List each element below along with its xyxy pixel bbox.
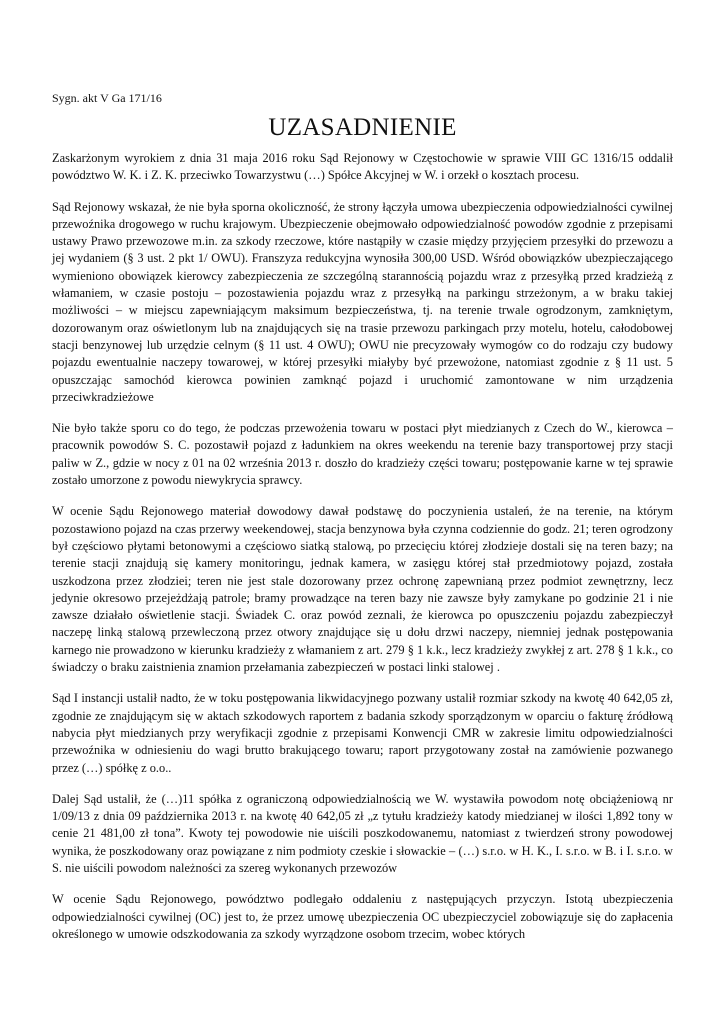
- paragraph: W ocenie Sądu Rejonowego, powództwo podlegało oddaleniu z następujących przyczyn. Istotą ubezpieczenia odpowiedzialności cywilnej (OC) jest to, że przez umowę ubezpieczenia OC ubezpieczyciel zobowiązuje się do zapłacenia określonego w umowie odszkodowania za szkody wyrządzone osobom trzecim, wobec których: [52, 892, 673, 941]
- paragraph: Zaskarżonym wyrokiem z dnia 31 maja 2016 roku Sąd Rejonowy w Częstochowie w sprawie VIII GC 1316/15 oddalił powództwo W. K. i Z. K. przeciwko Towarzystwu (…) Spółce Akcyjnej w W. i orzekł o kosztach procesu.: [52, 151, 673, 183]
- paragraph: W ocenie Sądu Rejonowego materiał dowodowy dawał podstawę do poczynienia ustaleń, że na terenie, na którym pozostawiono pojazd na czas przerwy weekendowej, stacja benzynowa była czynna codziennie do godz. 21; teren ogrodzony był częściowo płytami betonowymi a częściowo siatką stalową, po przecięciu której złodzieje dostali się na teren bazy; na terenie stacji znajdują się kamery monitoringu, jednak kamera, w zasięgu której stał przedmiotowy pojazd, została uszkodzona przez złodziei; teren nie jest stale dozorowany przez ochronę zapewnianą przez podmiot zewnętrzny, lecz jedynie okresowo przejeżdżają patrole; bramy prowadzące na teren bazy nie zawsze były zamykane po godzinie 21 i nie zawsze działało oświetlenie stacji. Świadek C. oraz powód zeznali, że kierowca po opuszczeniu pojazdu zabezpieczył naczepę linką stalową przewleczoną przez otwory znajdujące się u dołu drzwi naczepy, niemniej jednak postępowania karnego nie prowadzono w kierunku kradzieży z włamaniem z art. 279 § 1 k.k., lecz kradzieży zwykłej z art. 278 § 1 k.k., co świadczy o braku zaistnienia znamion przełamania zabezpieczeń w postaci linki stalowej .: [52, 504, 674, 675]
- paragraph: Sąd Rejonowy wskazał, że nie była sporna okoliczność, że strony łączyła umowa ubezpieczenia odpowiedzialności cywilnej przewoźnika drogowego w ruchu krajowym. Ubezpieczenie obejmowało odpowiedzialność powodów zgodnie z przepisami ustawy Prawo przewozowe m.in. za szkody rzeczowe, które nastąpiły w czasie między przyjęciem przesyłki do przewozu a jej wydaniem (§ 3 ust. 2 pkt 1/ OWU). Franszyza redukcyjna wynosiła 300,00 USD. Wśród obowiązków ubezpieczającego wymieniono obowiązek kierowcy zabezpieczenia ze szczególną starannością pojazdu wraz z przesyłką przed kradzieżą z włamaniem, w czasie postoju – pozostawienia pojazdu wraz z przesyłką na parkingu strzeżonym, a w braku takiej możliwości – w miejscu zapewniającym maksimum bezpieczeństwa, tj. na terenie trwale ogrodzonym, zamkniętym, dozorowanym oraz oświetlonym lub na znajdujących się na trasie przewozu parkingach przy motelu, hotelu, całodobowej stacji benzynowej lub urzędzie celnym (§ 11 ust. 4 OWU); OWU nie precyzowały wymogów co do rodzaju czy budowy pojazdu ewentualnie naczepy towarowej, w której przesyłki miałyby być przewożone, natomiast zgodnie z § 11 ust. 5 opuszczając samochód kierowca powinien zamknąć pojazd i uruchomić zamontowane w nim urządzenia przeciwkradzieżowe: [52, 199, 673, 404]
- paragraph: Nie było także sporu co do tego, że podczas przewożenia towaru w postaci płyt miedzianych z Czech do W., kierowca – pracownik powodów S. C. pozostawił pojazd z ładunkiem na okres weekendu na terenie bazy transportowej przy stacji paliw w Z., gdzie w nocy z 01 na 02 września 2013 r. doszło do kradzieży części towaru; postępowanie karne w tej sprawie zostało umorzone z powodu niewykrycia sprawcy.: [52, 421, 673, 488]
- paragraph: Dalej Sąd ustalił, że (…)11 spółka z ograniczoną odpowiedzialnością we W. wystawiła powodom notę obciążeniową nr 1/09/13 z dnia 09 października 2013 r. na kwotę 40 642,05 zł „z tytułu kradzieży katody miedzianej w ilości 1,892 tony w cenie 21 481,00 zł tona”. Kwoty tej powodowie nie uiścili poszkodowanemu, natomiast z twierdzeń strony powodowej wynika, że poszkodowany oraz powiązane z nim podmioty czeskie i słowackie – (…) s.r.o. w H. K., I. s.r.o. w B. i I. s.r.o. w S. nie uiścili powodom należności za szereg wykonanych przewozów: [52, 791, 673, 875]
- document-body: [52, 150, 673, 957]
- case-signature: Sygn. akt V Ga 171/16: [52, 91, 162, 105]
- page-title: UZASADNIENIE: [268, 114, 457, 141]
- paragraph: Sąd I instancji ustalił nadto, że w toku postępowania likwidacyjnego pozwany ustalił rozmiar szkody na kwotę 40 642,05 zł, zgodnie ze znajdującym się w aktach szkodowych raportem z badania szkody sporządzonym w oparciu o fakturę źródłową nabycia płyt miedzianych przy weryfikacji zgodnie z przepisami Konwencji CMR w zakresie limitu odpowiedzialności przewoźnika w odniesieniu do wagi brutto brakującego towaru; raport przygotowany został na zamówienie pozwanego przez (…) spółkę z o.o..: [52, 691, 673, 775]
